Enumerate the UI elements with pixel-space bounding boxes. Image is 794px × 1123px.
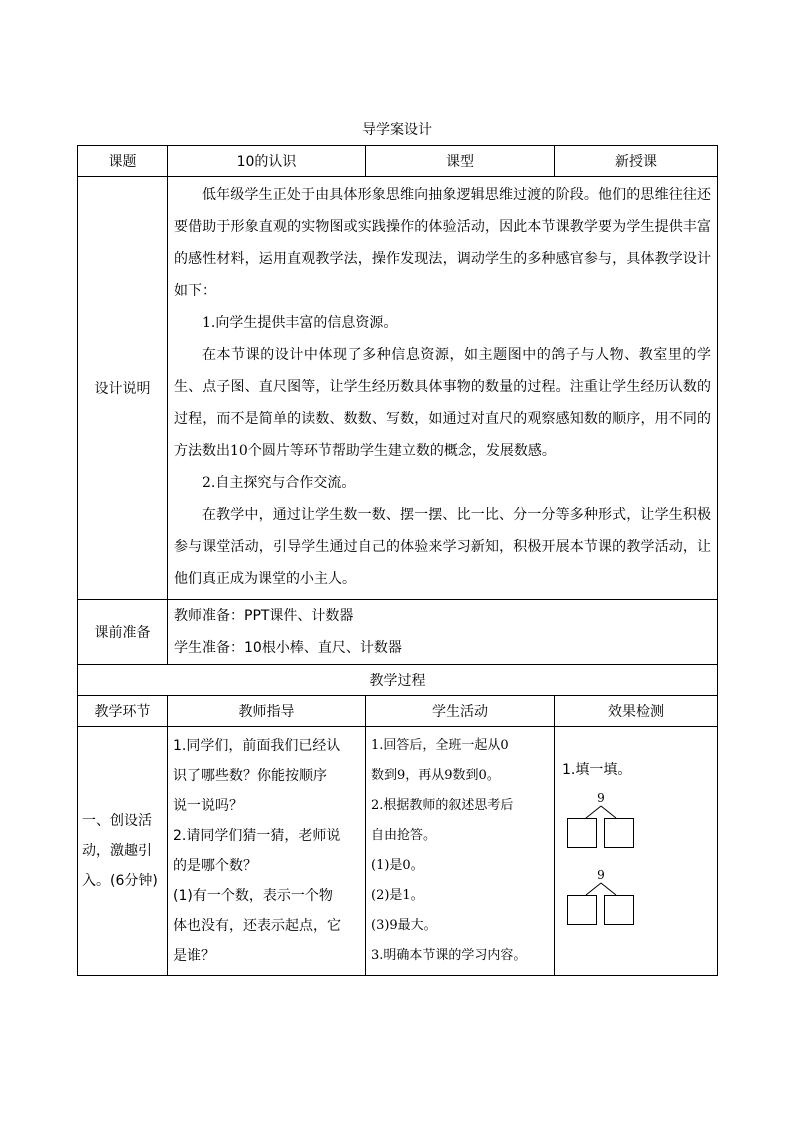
teacher-line: (1)有一个数，表示一个物 (173, 888, 333, 904)
column-header: 教师指导 (168, 696, 366, 727)
split-top-number: 9 (597, 868, 605, 882)
document-title: 导学案设计 (362, 122, 432, 138)
topic-label: 课题 (78, 146, 168, 177)
preparation-content (168, 600, 718, 665)
stage-line: 动，激趣引 (82, 843, 152, 859)
header-row (78, 146, 718, 177)
stage-line: 一、创设活 (82, 813, 152, 829)
design-paragraph: 1.向学生提供丰富的信息资源。 (202, 315, 398, 331)
answer-box[interactable] (567, 895, 597, 925)
student-line: 1.回答后，全班一起从0 (371, 738, 509, 753)
student-line: 3.明确本节课的学习内容。 (371, 948, 527, 963)
preparation-row (78, 600, 718, 665)
student-line: (1)是0。 (371, 858, 424, 873)
effect-check-cell (555, 727, 718, 976)
column-header: 效果检测 (555, 696, 718, 727)
process-title-row (78, 665, 718, 696)
teacher-line: 2.请同学们猜一猜，老师说 (173, 828, 341, 844)
student-line: (3)9最大。 (371, 918, 437, 933)
type-value: 新授课 (555, 146, 718, 177)
design-label: 设计说明 (78, 177, 168, 600)
process-column-headers (78, 696, 718, 727)
design-paragraph: 在教学中，通过让学生数一数、摆一摆、比一比、分一分等多种形式，让学生积极参与课堂活动，引导学生通过自己的体验来学习新知，积极开展本节课的教学活动，让他们真正成为课堂的小主人。 (174, 507, 711, 587)
column-header: 学生活动 (366, 696, 555, 727)
preparation-label: 课前准备 (78, 600, 168, 665)
student-line: 自由抢答。 (371, 828, 437, 843)
teacher-preparation: 教师准备：PPT课件、计数器 (174, 608, 354, 624)
process-title: 教学过程 (78, 665, 718, 696)
stage-line: 入。(6分钟) (82, 873, 158, 889)
teacher-line: 的是哪个数？ (173, 858, 257, 874)
teacher-line: 1.同学们，前面我们已经认 (173, 738, 341, 754)
student-line: (2)是1。 (371, 888, 424, 903)
stage-cell (78, 727, 168, 976)
process-row (78, 727, 718, 976)
answer-box[interactable] (604, 895, 634, 925)
number-split-diagram (555, 870, 717, 950)
type-label: 课型 (366, 146, 555, 177)
column-header: 教学环节 (78, 696, 168, 727)
number-split-diagram (555, 793, 717, 873)
design-row (78, 177, 718, 600)
design-paragraph: 在本节课的设计中体现了多种信息资源，如主题图中的鸽子与人物、教室里的学生、点子图、直尺图等，让学生经历数具体事物的数量的过程。注重让学生经历认数的过程，而不是简单的读数、数数、写数，如通过对直尺的观察感知数的顺序，用不同的方法数出10个圆片等环节帮助学生建立数的概念，发展数感。 (174, 347, 711, 459)
student-line: 2.根据教师的叙述思考后 (371, 798, 514, 813)
teacher-line: 说一说吗？ (173, 798, 243, 814)
design-paragraph: 低年级学生正处于由具体形象思维向抽象逻辑思维过渡的阶段。他们的思维往往还要借助于形象直观的实物图或实践操作的体验活动，因此本节课教学要为学生提供丰富的感性材料，运用直观教学法，操作发现法，调动学生的多种感官参与，具体教学设计如下： (174, 187, 711, 299)
split-top-number: 9 (597, 791, 605, 805)
topic-value: 10的认识 (168, 146, 366, 177)
teacher-line: 识了哪些数？你能按顺序 (173, 768, 327, 784)
teacher-line: 是谁？ (173, 948, 215, 964)
design-description (168, 177, 718, 600)
answer-box[interactable] (567, 818, 597, 848)
student-line: 数到9，再从9数到0。 (371, 768, 500, 783)
teacher-guidance-cell (168, 727, 366, 976)
student-activity-cell (366, 727, 555, 976)
design-paragraph: 2.自主探究与合作交流。 (202, 475, 356, 491)
teacher-line: 体也没有，还表示起点，它 (173, 918, 341, 934)
answer-box[interactable] (604, 818, 634, 848)
lesson-plan-table (77, 145, 718, 976)
fill-in-title: 1.填一填。 (562, 762, 632, 778)
student-preparation: 学生准备：10根小棒、直尺、计数器 (174, 640, 402, 656)
